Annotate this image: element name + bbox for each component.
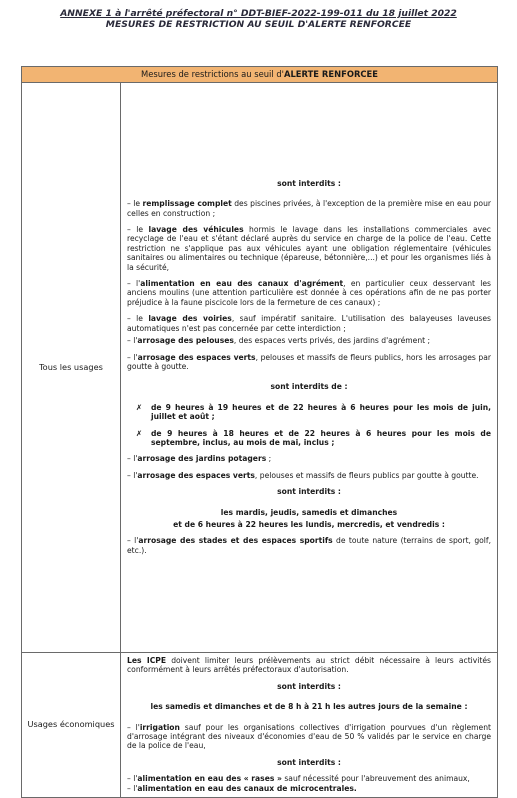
list-item: – l'arrosage des jardins potagers ; bbox=[127, 454, 272, 464]
cross-icon: ✗ bbox=[135, 428, 143, 438]
cross-icon: ✗ bbox=[135, 402, 143, 412]
list-item: – le lavage des voiries, sauf impératif sanitaire. L'utilisation des balayeuses laveuses automatiques n'est pas concernée par cette interdiction ; bbox=[127, 314, 491, 333]
row-content-all-uses bbox=[121, 83, 498, 653]
list-item: – l'alimentation en eau des « rases » sauf nécessité pour l'abreuvement des animaux, bbox=[127, 774, 470, 784]
icpe-paragraph: Les ICPE doivent limiter leurs prélèvements au strict débit nécessaire à leurs activités conformément à leurs arrêtés préfectoraux d'autorisation. bbox=[127, 656, 491, 675]
schedule-line: les samedis et dimanches et de 8 h à 21 h les autres jours de la semaine : bbox=[150, 702, 468, 712]
section-heading: sont interdits de : bbox=[270, 382, 348, 392]
list-item: – l'alimentation en eau des canaux de microcentrales. bbox=[127, 783, 357, 793]
annex-subtitle: MESURES DE RESTRICTION AU SEUIL D'ALERTE RENFORCEE bbox=[105, 19, 412, 30]
table-title-row bbox=[22, 67, 498, 83]
section-heading: sont interdits : bbox=[277, 178, 341, 188]
row-label-all-uses: Tous les usages bbox=[22, 83, 121, 653]
list-item: ✗ de 9 heures à 18 heures et de 22 heures à 6 heures pour les mois de septembre, inclus, au mois de mai, inclus ; bbox=[127, 429, 491, 448]
document-header bbox=[0, 8, 517, 30]
table-row bbox=[22, 653, 498, 798]
table-title-level: ALERTE RENFORCEE bbox=[283, 68, 378, 79]
list-item: – le lavage des véhicules hormis le lavage dans les installations commerciales avec recyclage de l'eau et s'étant déclaré auprès du service en charge de la police de l'eau. Cette restriction ne s'applique pas aux véhicules ayant une obligation réglementaire (véhicules sanitaires ou alimentaires ou technique (épareuse, bétonnière,...) et pour les organismes liés à la sécurité, bbox=[127, 225, 491, 272]
section-heading: sont interdits : bbox=[277, 757, 341, 767]
restriction-table bbox=[21, 66, 498, 798]
section-heading: sont interdits : bbox=[277, 681, 341, 691]
list-item: ✗ de 9 heures à 19 heures et de 22 heures à 6 heures pour les mois de juin, juillet et août ; bbox=[127, 403, 491, 422]
list-item: – l'irrigation sauf pour les organisations collectives d'irrigation pourvues d'un règlement d'arrosage intégrant des niveaux d'économies d'eau de 50 % validés par le service en charge de la police de l'eau, bbox=[127, 722, 491, 751]
list-item: – l'arrosage des stades et des espaces sportifs de toute nature (terrains de sport, golf, etc.). bbox=[127, 536, 491, 555]
row-content-economic-uses bbox=[121, 653, 498, 798]
list-item: – le remplissage complet des piscines privées, à l'exception de la première mise en eau pour celles en construction ; bbox=[127, 199, 492, 218]
list-item: – l'arrosage des pelouses, des espaces verts privés, des jardins d'agrément ; bbox=[127, 336, 431, 346]
annex-title: ANNEXE 1 à l'arrêté préfectoral n° DDT-BIEF-2022-199-011 du 18 juillet 2022 bbox=[60, 8, 457, 19]
schedule-line: et de 6 heures à 22 heures les lundis, mercredis, et vendredis : bbox=[173, 519, 445, 529]
table-title bbox=[22, 67, 498, 83]
list-item: – l'arrosage des espaces verts, pelouses et massifs de fleurs publics par goutte à goutte. bbox=[127, 470, 479, 480]
list-item: – l'alimentation en eau des canaux d'agrément, en particulier ceux desservant les anciens moulins (une attention particulière est donnée à ces opérations afin de ne pas porter préjudice à la faune piscicole lors de la fermeture de ces canaux) ; bbox=[127, 279, 491, 307]
schedule-line: les mardis, jeudis, samedis et dimanches bbox=[220, 507, 398, 517]
list-item: – l'arrosage des espaces verts, pelouses et massifs de fleurs publics, hors les arrosages par goutte à goutte. bbox=[127, 352, 491, 371]
table-title-prefix: Mesures de restrictions au seuil d' bbox=[140, 68, 284, 79]
row-label-economic-uses: Usages économiques bbox=[22, 653, 121, 798]
section-heading: sont interdits : bbox=[277, 487, 341, 497]
table-row bbox=[22, 83, 498, 653]
